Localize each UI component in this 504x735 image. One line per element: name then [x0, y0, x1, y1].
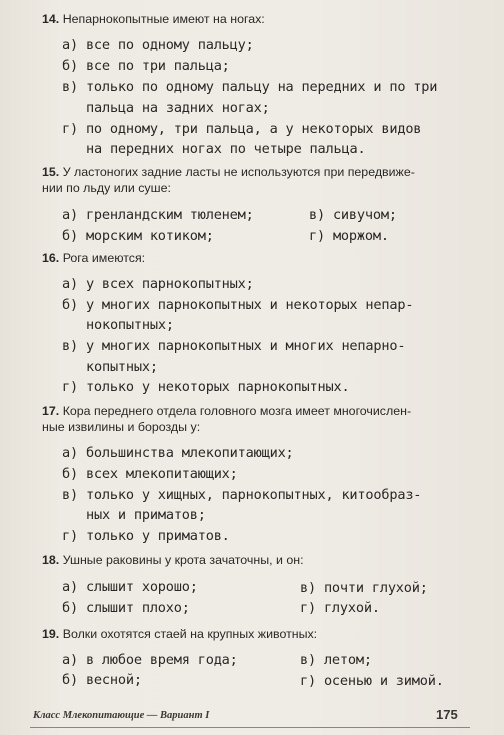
question-number: 15.	[42, 165, 60, 179]
answer-option[interactable]: г) только у некоторых парнокопытных.	[62, 379, 350, 395]
answer-option[interactable]: а) у всех парнокопытных;	[62, 276, 254, 292]
question-text: У ластоногих задние ласты не используются при передвиже-	[62, 165, 415, 179]
question-15-stem	[42, 164, 415, 180]
answer-option[interactable]: б) у многих парнокопытных и некоторых непар-	[62, 297, 414, 313]
answer-option-continuation: копытных;	[86, 359, 158, 375]
footer-divider	[30, 727, 470, 728]
question-number: 16.	[42, 251, 60, 265]
question-18-stem	[42, 552, 304, 568]
running-footer-title: Класс Млекопитающие — Вариант I	[33, 710, 210, 721]
answer-option-continuation: на передних ногах по четыре пальца.	[86, 141, 366, 157]
answer-option[interactable]: г) только у приматов.	[62, 528, 230, 544]
answer-option[interactable]: г) моржом.	[309, 228, 389, 244]
answer-option[interactable]: а) все по одному пальцу;	[62, 37, 254, 53]
question-number: 19.	[42, 627, 60, 641]
question-text: Волки охотятся стаей на крупных животных:	[62, 627, 318, 641]
answer-option[interactable]: а) слышит хорошо;	[62, 579, 198, 595]
answer-option[interactable]: а) большинства млекопитающих;	[62, 445, 294, 461]
answer-option-continuation: нокопытных;	[86, 317, 174, 333]
question-text: Кора переднего отдела головного мозга имеет многочислен-	[62, 404, 412, 418]
answer-option[interactable]: в) почти глухой;	[300, 580, 428, 596]
answer-option[interactable]: а) гренландским тюленем;	[62, 207, 254, 223]
answer-option[interactable]: б) слышит плохо;	[62, 600, 190, 616]
question-text-continuation: нии по льду или суше:	[42, 181, 171, 195]
question-16-stem	[42, 250, 145, 266]
answer-option[interactable]: б) всех млекопитающих;	[62, 466, 238, 482]
answer-option[interactable]: б) морским котиком;	[62, 228, 214, 244]
answer-option[interactable]: в) летом;	[300, 652, 372, 668]
question-14-stem	[42, 11, 265, 27]
answer-option-continuation: ных и приматов;	[86, 507, 206, 523]
answer-option[interactable]: б) все по три пальца;	[62, 58, 230, 74]
question-text: Рога имеются:	[62, 251, 146, 265]
answer-option[interactable]: в) только у хищных, парнокопытных, китообраз-	[62, 487, 422, 503]
page-number: 175	[436, 707, 458, 722]
question-number: 17.	[42, 404, 60, 418]
question-text: Ушные раковины у крота зачаточны, и он:	[62, 553, 304, 567]
question-19-stem	[42, 626, 317, 642]
answer-option[interactable]: г) глухой.	[300, 600, 380, 616]
question-number: 14.	[42, 12, 60, 26]
answer-option[interactable]: в) сивучом;	[309, 207, 397, 223]
question-number: 18.	[42, 553, 60, 567]
question-17-stem	[42, 403, 411, 419]
answer-option[interactable]: б) весной;	[62, 672, 142, 688]
answer-option[interactable]: г) осенью и зимой.	[300, 673, 444, 689]
answer-option-continuation: пальца на задних ногах;	[86, 100, 270, 116]
question-text-continuation: ные извилины и борозды у:	[42, 420, 201, 434]
answer-option[interactable]: г) по одному, три пальца, а у некоторых видов	[62, 121, 422, 137]
answer-option[interactable]: в) только по одному пальцу на передних и по три	[62, 79, 438, 95]
question-text: Непарнокопытные имеют на ногах:	[62, 12, 265, 26]
answer-option[interactable]: а) в любое время года;	[62, 652, 238, 668]
answer-option[interactable]: в) у многих парнокопытных и многих непарно-	[62, 338, 406, 354]
